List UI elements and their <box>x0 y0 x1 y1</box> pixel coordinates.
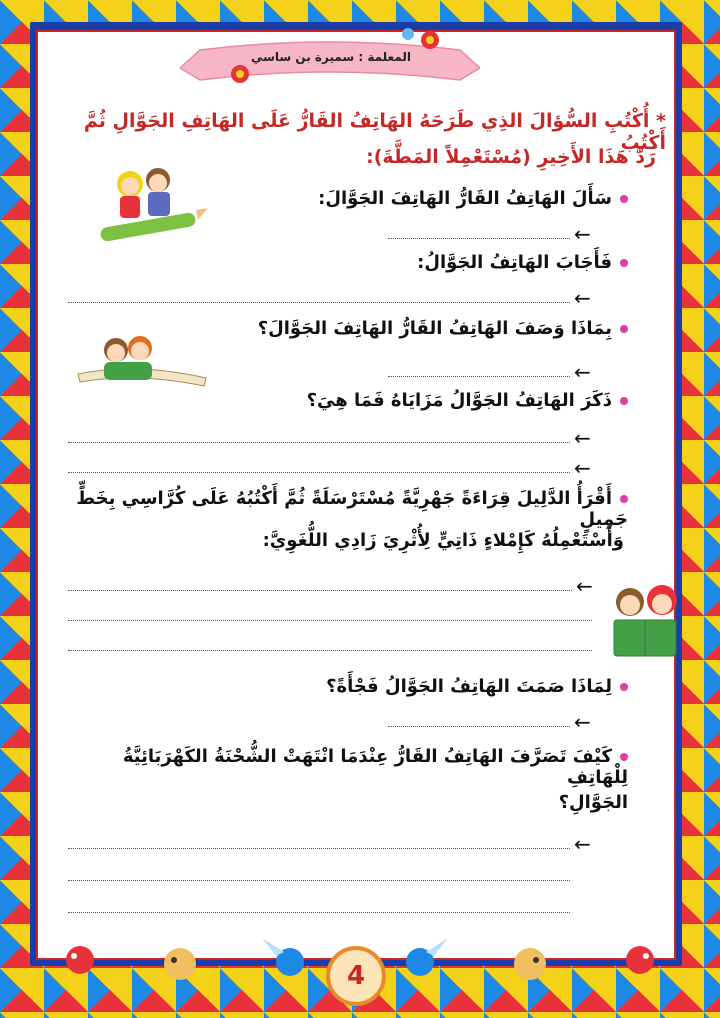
question-6: لِمَاذَا صَمَتَ الهَاتِفُ الجَوَّالُ فَجْأَةً؟ <box>200 676 628 697</box>
teacher-name: المعلمة : سميرة بن ساسي <box>250 50 411 64</box>
question-2: فَأَجَابَ الهَاتِفُ الجَوَّالُ: <box>200 252 628 273</box>
kids-on-pencil-illustration <box>96 158 208 250</box>
answer-arrow-icon: ← <box>574 456 591 480</box>
bullet-icon <box>620 195 628 203</box>
kids-with-book-illustration <box>604 578 694 664</box>
answer-line[interactable] <box>68 590 572 591</box>
answer-line[interactable] <box>68 650 592 651</box>
question-1: سَأَلَ الهَاتِفُ القَارُّ الهَاتِفَ الجَوَّالَ: <box>200 188 628 209</box>
bullet-icon <box>620 683 628 691</box>
answer-arrow-icon: ← <box>574 710 591 734</box>
bullet-icon <box>620 495 628 503</box>
answer-line[interactable] <box>68 620 592 621</box>
instruction-line-1: * أُكْتُبِ السُّؤالَ الذِي طَرَحَهُ الهَاتِفُ القَارُّ عَلَى الهَاتِفِ الجَوَّالِ ثُمَّ أَكْتُبُ <box>83 110 666 154</box>
question-7: كَيْفَ تَصَرَّفَ الهَاتِفُ القَارُّ عِنْدَمَا انْتَهَتْ الشُّحْنَةُ الكَهْرَبَائِيَّةُ لِلْهَاتِفِ <box>122 746 628 788</box>
answer-line[interactable] <box>68 912 570 913</box>
answer-line[interactable] <box>68 880 570 881</box>
answer-line[interactable] <box>388 726 570 727</box>
answer-line[interactable] <box>68 442 570 443</box>
bullet-icon <box>620 259 628 267</box>
page-number: 4 <box>326 946 386 1006</box>
bullet-icon <box>620 325 628 333</box>
question-5: أَقْرَأُ الدَّلِيلَ قِرَاءَةً جَهْرِيَّةً مُسْتَرْسَلَةً ثُمَّ أَكْتُبُهُ عَلَى كُرَّاسِي بِخَطٍّ جَمِيلٍ <box>76 488 628 530</box>
bullet-icon <box>620 397 628 405</box>
answer-arrow-icon: ← <box>574 832 591 856</box>
answer-arrow-icon: ← <box>574 426 591 450</box>
answer-arrow-icon: ← <box>574 360 591 384</box>
answer-line[interactable] <box>68 302 570 303</box>
question-4: ذَكَرَ الهَاتِفُ الجَوَّالُ مَزَايَاهُ فَمَا هِيَ؟ <box>200 390 628 411</box>
instruction-line-2: رَدَّ هَذَا الأَخِيرِ (مُسْتَعْمِلاً المَطَّةَ): <box>366 146 656 168</box>
question-7-continued: الجَوَّالِ؟ <box>558 792 628 813</box>
bullet-icon <box>620 753 628 761</box>
answer-line[interactable] <box>68 848 570 849</box>
answer-line[interactable] <box>388 238 570 239</box>
answer-arrow-icon: ← <box>574 222 591 246</box>
kids-reading-illustration <box>76 332 208 402</box>
question-5-continued: وَأَسْتَعْمِلُهُ كَإِمْلاءٍ ذَاتِيٍّ لِأُثْرِيَ زَادِي اللُّغَوِيَّ: <box>262 530 624 551</box>
answer-line[interactable] <box>388 376 570 377</box>
question-3: بِمَاذَا وَصَفَ الهَاتِفُ القَارُّ الهَاتِفَ الجَوَّالَ؟ <box>200 318 628 339</box>
answer-arrow-icon: ← <box>574 286 591 310</box>
answer-arrow-icon: ← <box>576 574 593 598</box>
answer-line[interactable] <box>68 472 570 473</box>
